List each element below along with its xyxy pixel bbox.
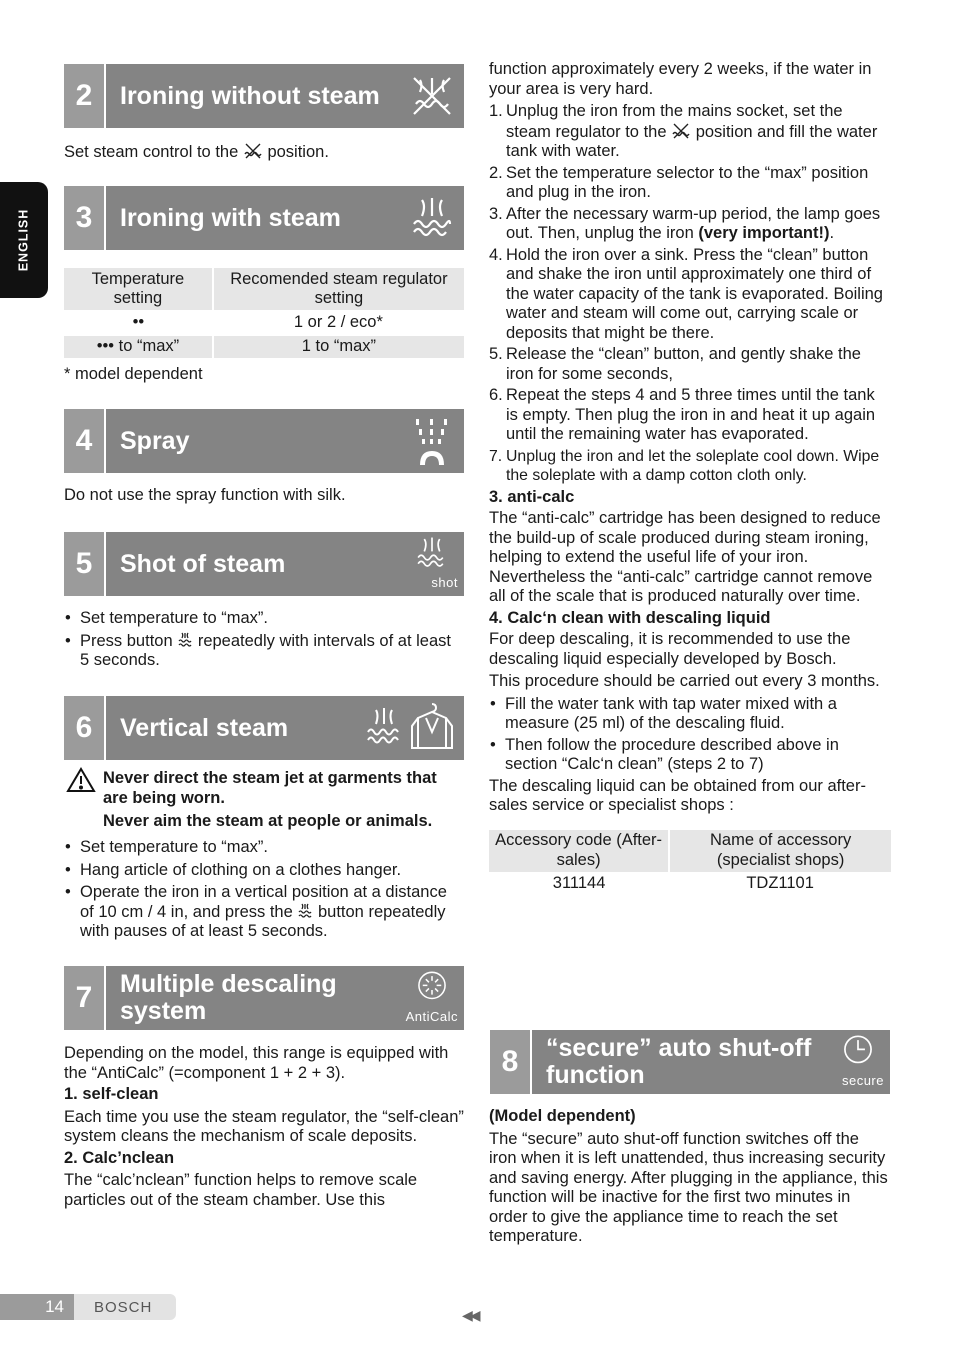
warning-text: Never direct the steam jet at garments that are being worn.	[103, 769, 437, 807]
section-5-header	[64, 532, 464, 596]
spray-icon	[406, 415, 458, 467]
section-6-list	[64, 838, 464, 942]
list-item: • Set temperature to “max”.	[64, 838, 464, 858]
no-steam-icon	[671, 122, 691, 140]
list-item: 6. Repeat the steps 4 and 5 three times until the tank is empty. Then plug the iron in and heat it up again until the remaining water has evaporated.	[489, 386, 876, 443]
list-item: • Set temperature to “max”.	[64, 609, 464, 629]
list-item: • Then follow the procedure described above in section “Calc‘n clean” (steps 2 to 7)	[489, 736, 891, 775]
table-cell: 311144	[552, 873, 606, 892]
section-8-header	[490, 1030, 890, 1094]
garment-icon	[406, 702, 458, 754]
list-item: 7. Unplug the iron and let the soleplate cool down. Wipe the soleplate with a damp cotton cloth only.	[489, 447, 880, 484]
paragraph: The “anti-calc” cartridge has been designed to reduce the build-up of scale produced during steam ironing, helping to extend the useful life of your iron. Nevertheless the “anti-calc” cartridge cannot remove all of the scale that is produced naturally over time.	[489, 509, 881, 605]
no-steam-icon	[406, 70, 458, 122]
section-number: 5	[64, 532, 106, 596]
table-cell: 1 or 2 / eco*	[293, 313, 383, 332]
section-number: 8	[490, 1030, 532, 1094]
anticalc-icon	[406, 970, 458, 1010]
list-item: 2. Set the temperature selector to the “max” position and plug in the iron.	[489, 163, 869, 201]
steps-list	[489, 102, 891, 486]
section-title: “secure” auto shut-off function	[546, 1034, 812, 1089]
nav-arrows-icon: ◀◀	[462, 1307, 478, 1323]
subheading: 2. Calc’nclean	[64, 1148, 175, 1167]
section-8-body	[489, 1107, 891, 1247]
table-cell: 1 to “max”	[213, 336, 464, 358]
section-number: 3	[64, 186, 106, 250]
section-2-text: Set steam control to the position.	[64, 143, 329, 161]
subheading: 1. self-clean	[64, 1085, 159, 1103]
list-item: • Hang article of clothing on a clothes hanger.	[64, 861, 464, 881]
list-item: 5. Release the “clean” button, and gently shake the iron for some seconds,	[489, 345, 861, 383]
paragraph: For deep descaling, it is recommended to use the descaling liquid especially developed by Bosch.	[489, 630, 851, 668]
table-row	[64, 336, 464, 358]
shot-button-icon	[297, 903, 313, 919]
list-item: 3. After the necessary warm-up period, the lamp goes out. Then, unplug the iron (very important!).	[489, 204, 881, 242]
paragraph: This procedure should be carried out every 3 months.	[489, 672, 880, 690]
section-number: 4	[64, 409, 106, 473]
clock-icon	[832, 1034, 884, 1074]
section-title: Vertical steam	[120, 713, 289, 742]
section-title: Multiple descaling system	[120, 970, 337, 1025]
section-3-header	[64, 186, 464, 250]
shot-button-icon	[177, 632, 193, 648]
paragraph: The “secure” auto shut-off function switches off the iron when it is left unattended, thus increasing security and saving energy. After plugging in the appliance, this function will be inactive for the first two minutes in order to give the appliance time to reach the set temperature.	[489, 1129, 888, 1245]
page-footer	[0, 1294, 176, 1320]
list-item: • Fill the water tank with tap water mixed with a measure (25 ml) of the descaling fluid.	[489, 695, 891, 734]
language-tab	[0, 182, 48, 298]
section-number: 6	[64, 696, 106, 760]
section-title: Ironing without steam	[120, 81, 380, 110]
table-cell: ••	[132, 313, 145, 332]
warning-text: Never aim the steam at people or animals.	[103, 812, 433, 830]
table-header: Temperature setting	[64, 268, 213, 310]
list-item: 1. Unplug the iron from the mains socket, set the steam regulator to the position and fill the water tank with water.	[489, 102, 878, 160]
section-2-header	[64, 64, 464, 128]
paragraph: function approximately every 2 weeks, if the water in your area is very hard.	[489, 60, 872, 98]
table-cell: TDZ1101	[746, 873, 814, 892]
table-row	[489, 872, 891, 896]
paragraph: The “calc’nclean” function helps to remove scale particles out of the steam chamber. Use this	[64, 1171, 418, 1209]
section-6-header	[64, 696, 464, 760]
shot-steam-icon	[406, 536, 458, 576]
section-5-list	[64, 609, 464, 671]
section-7-header	[64, 966, 464, 1030]
footnote: * model dependent	[64, 365, 203, 383]
table-row	[64, 310, 464, 336]
descaling-list	[489, 695, 891, 775]
paragraph: Each time you use the steam regulator, the “self-clean” system cleans the mechanism of scale deposits.	[64, 1107, 464, 1145]
section-title: Shot of steam	[120, 549, 286, 578]
table-header: Accessory code (After-sales)	[489, 830, 669, 872]
section-number: 2	[64, 64, 106, 128]
warning-icon	[66, 767, 96, 793]
section-4-text: Do not use the spray function with silk.	[64, 486, 346, 504]
subheading: (Model dependent)	[489, 1107, 636, 1125]
no-steam-icon	[243, 142, 263, 160]
section-title: Ironing with steam	[120, 203, 341, 232]
section-7-body	[64, 1044, 464, 1210]
language-tab-label: ENGLISH	[16, 208, 31, 272]
list-item: • Operate the iron in a vertical position at a distance of 10 cm / 4 in, and press the button repeatedly with pauses of at least 5 seconds.	[64, 883, 464, 942]
accessory-table	[489, 830, 891, 896]
list-item: 4. Hold the iron over a sink. Press the “clean” button and shake the iron until approximately one third of the water capacity of the tank is evaporated. Boiling water and steam will come out, carrying scale or deposits that might be there.	[489, 245, 883, 342]
steam-icon	[406, 192, 458, 244]
section-4-header	[64, 409, 464, 473]
section-title: Spray	[120, 426, 190, 455]
table-header: Recomended steam regulator setting	[213, 268, 464, 310]
table-cell: ••• to “max”	[64, 336, 213, 358]
table-header: Name of accessory (specialist shops)	[669, 830, 891, 872]
paragraph: The descaling liquid can be obtained from our after-sales service or specialist shops :	[489, 776, 866, 814]
section-number: 7	[64, 966, 106, 1030]
steam-table	[64, 268, 464, 358]
icon-label: AntiCalc	[405, 1008, 458, 1024]
subheading: 3. anti-calc	[489, 487, 575, 506]
brand-name: BOSCH	[94, 1299, 153, 1316]
page-number: 14	[0, 1294, 74, 1320]
subheading: 4. Calc‘n clean with descaling liquid	[489, 608, 771, 627]
icon-label: secure	[841, 1072, 884, 1088]
right-column	[489, 60, 891, 896]
paragraph: Depending on the model, this range is equipped with the “AntiCalc” (=component 1 + 2 + 3).	[64, 1044, 449, 1082]
icon-label: shot	[431, 574, 458, 590]
warning-block	[64, 769, 464, 832]
list-item: • Press button repeatedly with intervals of at least 5 seconds.	[64, 632, 464, 671]
steam-icon	[364, 706, 404, 750]
